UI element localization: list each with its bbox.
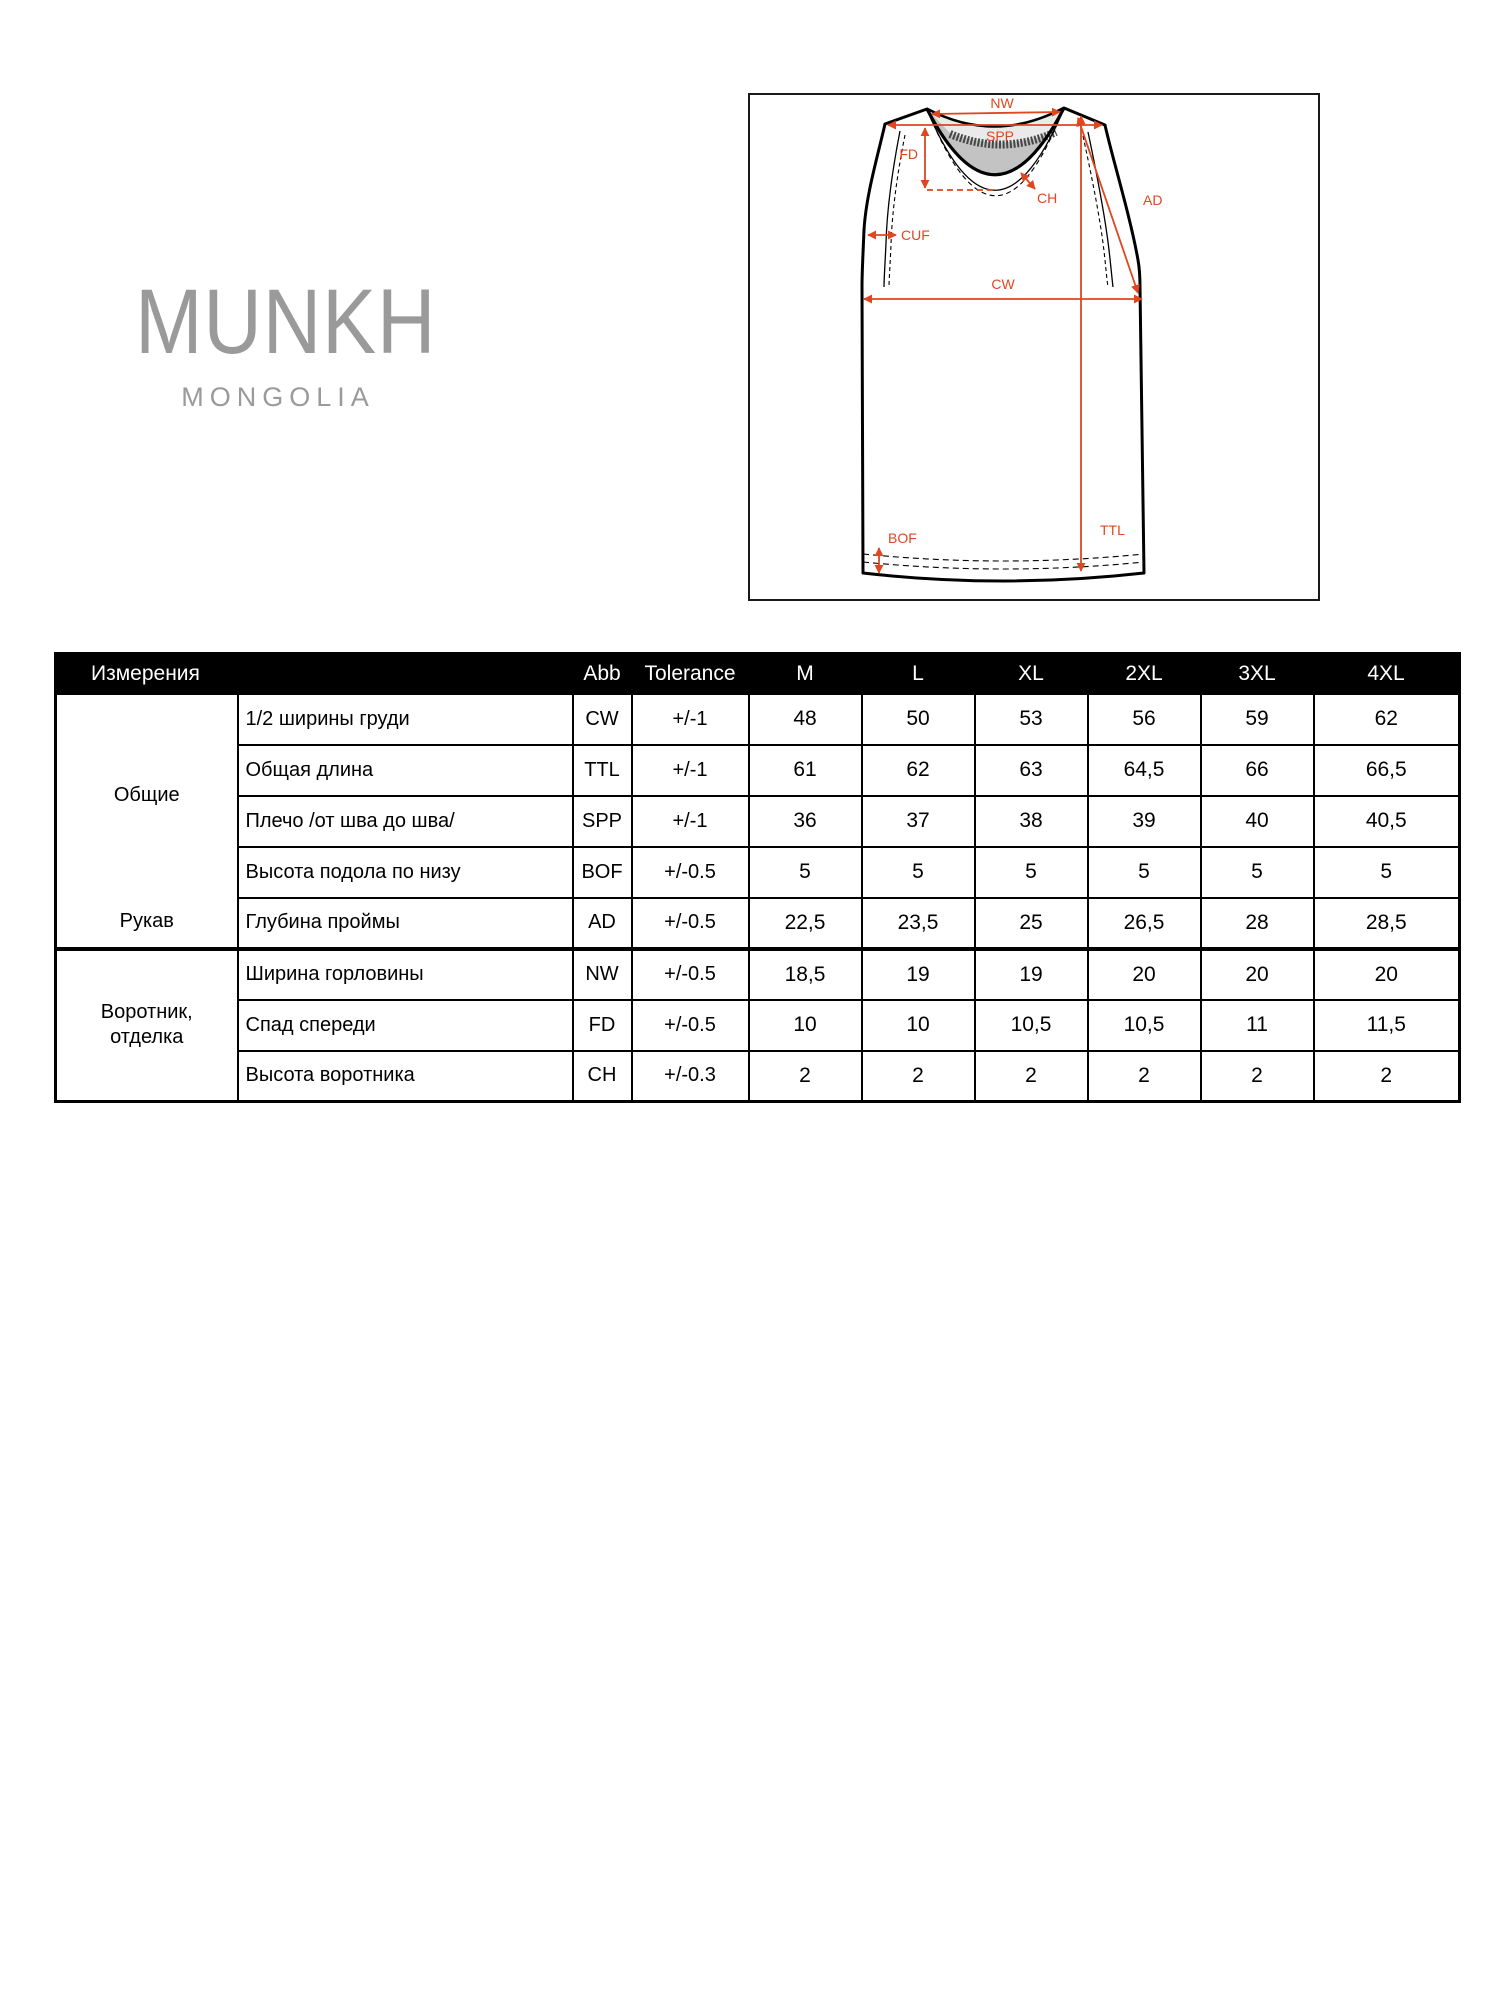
value-cell-2xl: 2: [1088, 1051, 1201, 1102]
value-cell-m: 5: [749, 847, 862, 898]
table-row: [56, 1000, 1460, 1051]
value-cell-2xl: 26,5: [1088, 898, 1201, 949]
group-cell-collar: [56, 949, 238, 1102]
abbreviation-cell: AD: [573, 898, 632, 949]
value-cell-m: 18,5: [749, 949, 862, 1000]
tolerance-cell: +/-0.5: [632, 949, 749, 1000]
abbreviation-cell: SPP: [573, 796, 632, 847]
measure-name-cell: Общая длина: [238, 745, 573, 796]
abbreviation-cell: TTL: [573, 745, 632, 796]
header-cell-size-4xl: 4XL: [1314, 654, 1460, 694]
fd-label: FD: [899, 146, 918, 162]
header-cell-size-l: L: [862, 654, 975, 694]
value-cell-3xl: 20: [1201, 949, 1314, 1000]
size-table: [54, 652, 1461, 1103]
value-cell-4xl: 66,5: [1314, 745, 1460, 796]
value-cell-4xl: 20: [1314, 949, 1460, 1000]
diagram-box: [748, 93, 1320, 601]
spp-label: SPP: [985, 128, 1015, 144]
table-row: [56, 1051, 1460, 1102]
group-label-collar: Воротник, отделка: [100, 1001, 193, 1049]
header-cell-size-3xl: 3XL: [1201, 654, 1314, 694]
value-cell-2xl: 5: [1088, 847, 1201, 898]
value-cell-4xl: 5: [1314, 847, 1460, 898]
tolerance-cell: +/-0.5: [632, 898, 749, 949]
header-cell-measure: Измерения: [56, 654, 573, 694]
table-row: [56, 694, 1460, 745]
bof-label: BOF: [888, 530, 917, 546]
header-cell-size-m: M: [749, 654, 862, 694]
abbreviation-cell: BOF: [573, 847, 632, 898]
measure-name-cell: Спад спереди: [238, 1000, 573, 1051]
value-cell-3xl: 66: [1201, 745, 1314, 796]
tolerance-cell: +/-0.5: [632, 847, 749, 898]
value-cell-2xl: 20: [1088, 949, 1201, 1000]
tank-top-diagram: [750, 95, 1318, 599]
tolerance-cell: +/-0.3: [632, 1051, 749, 1102]
brand-subtitle: MONGOLIA: [181, 382, 375, 412]
value-cell-xl: 10,5: [975, 1000, 1088, 1051]
measure-name-cell: Плечо /от шва до шва/: [238, 796, 573, 847]
cw-label: CW: [991, 276, 1015, 292]
abbreviation-cell: CH: [573, 1051, 632, 1102]
brand-name: MUNKH: [135, 271, 437, 373]
measure-name-cell: Ширина горловины: [238, 949, 573, 1000]
table-row: [56, 796, 1460, 847]
value-cell-xl: 53: [975, 694, 1088, 745]
value-cell-m: 36: [749, 796, 862, 847]
value-cell-l: 5: [862, 847, 975, 898]
table-row: [56, 745, 1460, 796]
cuf-label: CUF: [901, 227, 930, 243]
size-table-body: [56, 694, 1460, 1102]
table-header-row: [56, 654, 1460, 694]
value-cell-xl: 2: [975, 1051, 1088, 1102]
brand-logo: [116, 271, 437, 412]
nw-label: NW: [990, 95, 1014, 111]
group-cell-general-sleeve: [56, 694, 238, 949]
tank-top-outline: [862, 108, 1144, 581]
measure-name-cell: Глубина проймы: [238, 898, 573, 949]
group-label-sleeve: Рукав: [119, 909, 174, 932]
value-cell-3xl: 59: [1201, 694, 1314, 745]
value-cell-xl: 25: [975, 898, 1088, 949]
value-cell-4xl: 28,5: [1314, 898, 1460, 949]
header-cell-tolerance: Tolerance: [632, 654, 749, 694]
value-cell-4xl: 40,5: [1314, 796, 1460, 847]
value-cell-m: 61: [749, 745, 862, 796]
tolerance-cell: +/-0.5: [632, 1000, 749, 1051]
value-cell-m: 2: [749, 1051, 862, 1102]
nw-arrow: [932, 112, 1060, 114]
ad-label: AD: [1143, 192, 1163, 208]
value-cell-3xl: 2: [1201, 1051, 1314, 1102]
ch-label: CH: [1037, 190, 1058, 206]
value-cell-m: 10: [749, 1000, 862, 1051]
value-cell-4xl: 11,5: [1314, 1000, 1460, 1051]
table-row: [56, 949, 1460, 1000]
value-cell-l: 50: [862, 694, 975, 745]
value-cell-l: 2: [862, 1051, 975, 1102]
measure-name-cell: Высота воротника: [238, 1051, 573, 1102]
table-row: [56, 898, 1460, 949]
value-cell-2xl: 39: [1088, 796, 1201, 847]
value-cell-2xl: 10,5: [1088, 1000, 1201, 1051]
header-cell-size-2xl: 2XL: [1088, 654, 1201, 694]
value-cell-4xl: 2: [1314, 1051, 1460, 1102]
ttl-label: TTL: [1100, 522, 1125, 538]
value-cell-m: 48: [749, 694, 862, 745]
value-cell-xl: 19: [975, 949, 1088, 1000]
tolerance-cell: +/-1: [632, 745, 749, 796]
value-cell-l: 19: [862, 949, 975, 1000]
tolerance-cell: +/-1: [632, 796, 749, 847]
value-cell-3xl: 40: [1201, 796, 1314, 847]
tolerance-cell: +/-1: [632, 694, 749, 745]
abbreviation-cell: CW: [573, 694, 632, 745]
value-cell-l: 62: [862, 745, 975, 796]
value-cell-3xl: 28: [1201, 898, 1314, 949]
value-cell-xl: 5: [975, 847, 1088, 898]
abbreviation-cell: FD: [573, 1000, 632, 1051]
measure-name-cell: Высота подола по низу: [238, 847, 573, 898]
value-cell-2xl: 64,5: [1088, 745, 1201, 796]
value-cell-4xl: 62: [1314, 694, 1460, 745]
abbreviation-cell: NW: [573, 949, 632, 1000]
value-cell-2xl: 56: [1088, 694, 1201, 745]
value-cell-xl: 63: [975, 745, 1088, 796]
header-cell-size-xl: XL: [975, 654, 1088, 694]
value-cell-3xl: 5: [1201, 847, 1314, 898]
table-row: [56, 847, 1460, 898]
measure-name-cell: 1/2 ширины груди: [238, 694, 573, 745]
header-cell-abb: Abb: [573, 654, 632, 694]
value-cell-l: 10: [862, 1000, 975, 1051]
value-cell-l: 23,5: [862, 898, 975, 949]
group-label-general: Общие: [113, 783, 180, 806]
value-cell-m: 22,5: [749, 898, 862, 949]
value-cell-xl: 38: [975, 796, 1088, 847]
value-cell-l: 37: [862, 796, 975, 847]
value-cell-3xl: 11: [1201, 1000, 1314, 1051]
